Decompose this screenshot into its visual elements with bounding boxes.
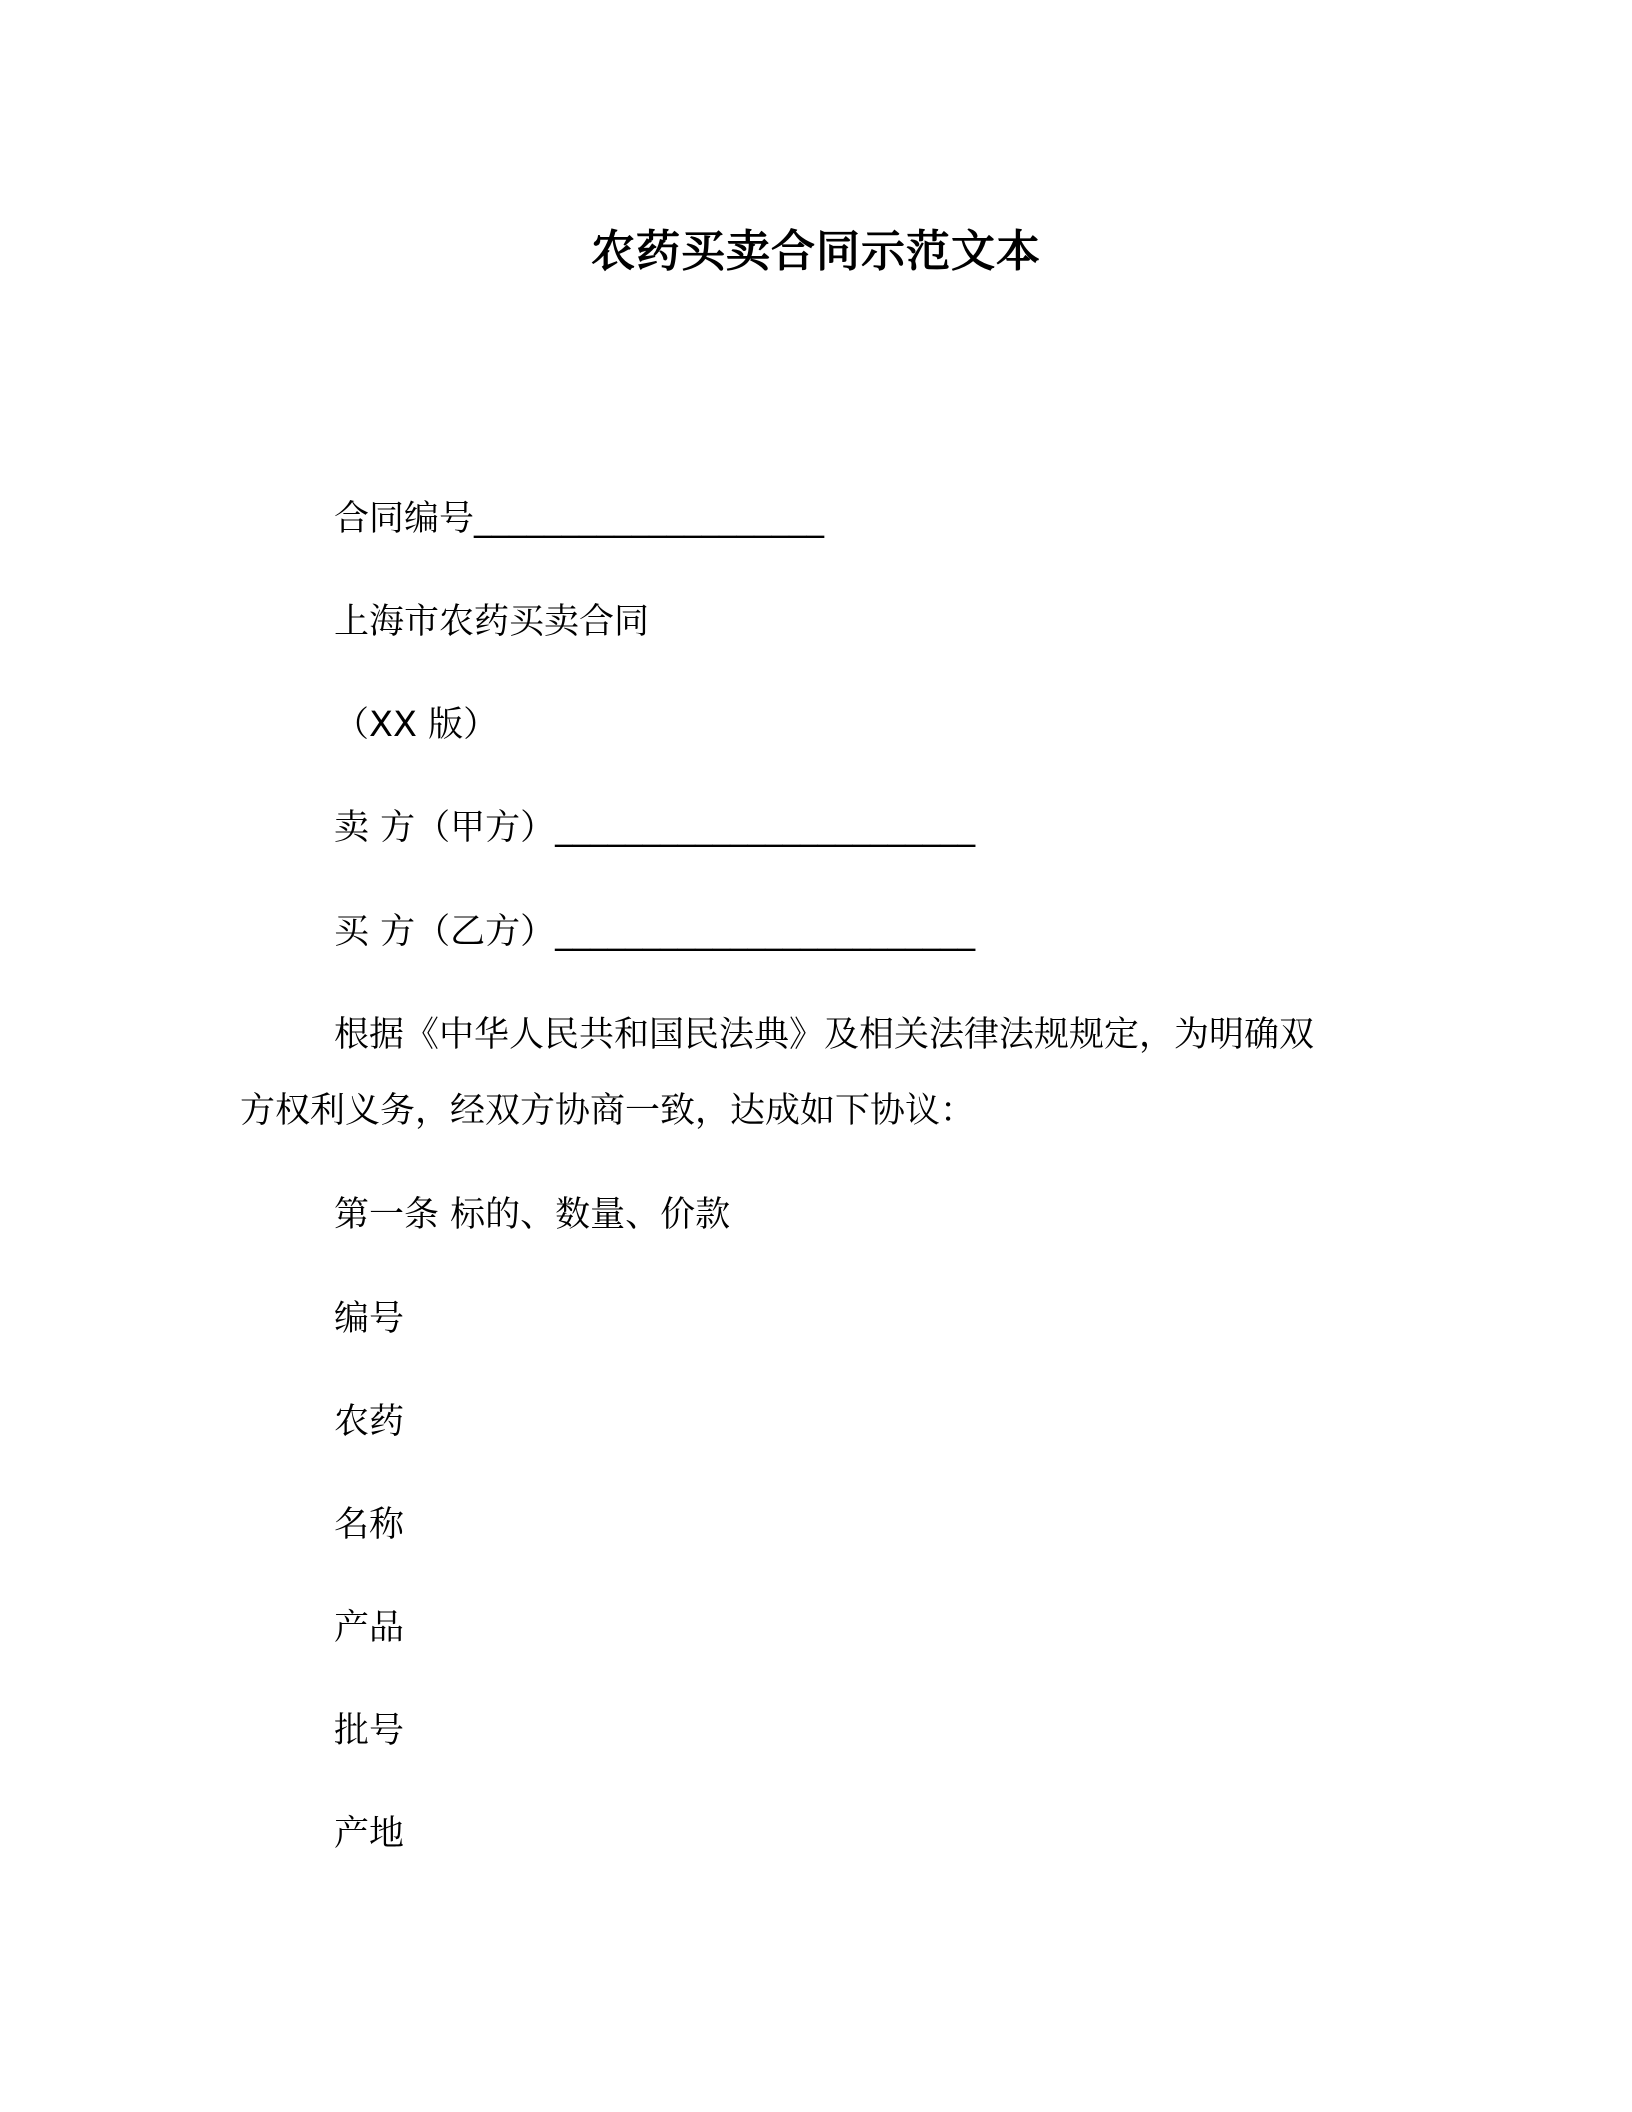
contract-subtitle: 上海市农药买卖合同 (334, 602, 650, 642)
field-label: 产地 (334, 1814, 405, 1854)
contract-version: （XX 版） (334, 705, 499, 745)
buyer-line: 买 方（乙方）________________________ (334, 912, 976, 952)
field-label: 批号 (334, 1711, 405, 1751)
field-label: 编号 (334, 1299, 405, 1339)
field-label: 农药 (334, 1402, 405, 1442)
contract-number-line: 合同编号____________________ (334, 499, 825, 539)
seller-line: 卖 方（甲方）________________________ (334, 808, 976, 848)
preamble-line-1: 根据《中华人民共和国民法典》及相关法律法规规定，为明确双 (334, 1015, 1315, 1055)
document-title: 农药买卖合同示范文本 (591, 226, 1041, 277)
field-label: 名称 (334, 1505, 405, 1545)
preamble-line-2: 方权利义务，经双方协商一致，达成如下协议： (240, 1091, 976, 1131)
field-label: 产品 (334, 1608, 405, 1648)
article-1-heading: 第一条 标的、数量、价款 (334, 1195, 731, 1235)
